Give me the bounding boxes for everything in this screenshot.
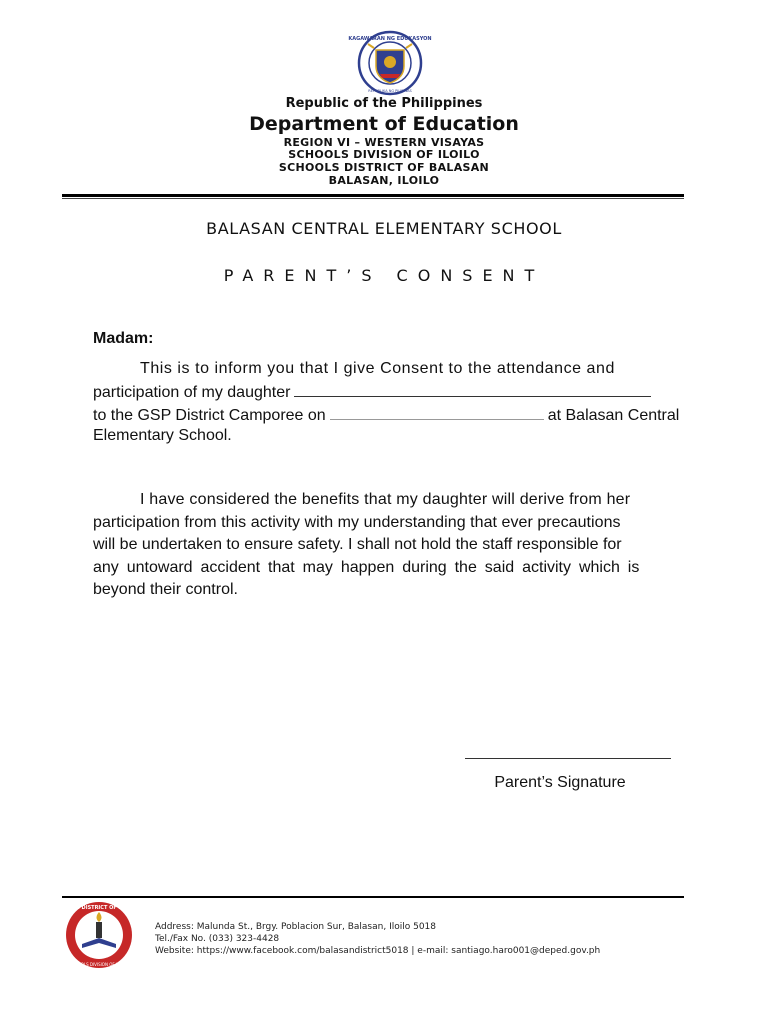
salutation: Madam: — [93, 330, 154, 347]
footer-divider — [62, 896, 684, 898]
p2-line-4: any untoward accident that may happen during the said activity which is — [93, 559, 640, 576]
header-divider-thin — [62, 198, 684, 199]
signature-line[interactable] — [465, 758, 671, 759]
footer-website: Website: https://www.facebook.com/balasandistrict5018 | e-mail: santiago.haro001@deped.gov.ph — [155, 946, 601, 956]
district-seal-logo — [53, 900, 145, 970]
signature-label: Parent’s Signature — [494, 774, 626, 791]
footer-telfax: Tel./Fax No. (033) 323-4428 — [155, 934, 280, 944]
republic-heading: Republic of the Philippines — [285, 96, 483, 111]
p1-line-2-text: participation of my daughter — [93, 384, 291, 401]
department-heading: Department of Education — [249, 113, 519, 135]
daughter-name-blank[interactable] — [294, 382, 651, 397]
p2-line-2: participation from this activity with my understanding that ever precautions — [93, 514, 621, 531]
p1-line-1: This is to inform you that I give Consent to the attendance and — [140, 360, 615, 377]
camporee-date-blank[interactable] — [330, 405, 544, 420]
header-divider — [62, 194, 684, 197]
p2-line-5: beyond their control. — [93, 581, 238, 598]
p1-line-4: Elementary School. — [93, 427, 232, 444]
p1-line-2 — [93, 382, 673, 405]
school-name: BALASAN CENTRAL ELEMENTARY SCHOOL — [206, 219, 562, 238]
district-line: SCHOOLS DISTRICT OF BALASAN — [278, 161, 490, 174]
deped-seal-logo — [348, 30, 432, 96]
division-line: SCHOOLS DIVISION OF ILOILO — [288, 148, 480, 161]
document-title: PARENT’S CONSENT — [223, 266, 545, 285]
p1-line-3-pre: to the GSP District Camporee on — [93, 407, 326, 424]
footer-address: Address: Malunda St., Brgy. Poblacion Sur, Balasan, Iloilo 5018 — [155, 922, 436, 932]
location-line: BALASAN, ILOILO — [328, 174, 440, 187]
p1-line-3-post: at Balasan Central — [547, 407, 680, 424]
seal-top-subtext: REPUBLIKA NG PILIPINAS — [368, 89, 412, 93]
district-seal-text: SCHOOLS DISTRICT OF BALASAN — [53, 905, 145, 911]
seal-top-text: KAGAWARAN NG EDUKASYON — [348, 36, 432, 42]
p2-line-1: I have considered the benefits that my daughter will derive from her — [140, 491, 631, 508]
region-line: REGION VI – WESTERN VISAYAS — [283, 136, 485, 149]
district-seal-subtext: SCHOOLS DIVISION OF ILOILO — [69, 962, 129, 967]
p2-line-3: will be undertaken to ensure safety. I shall not hold the staff responsible for — [93, 536, 622, 553]
p1-line-3 — [93, 405, 680, 428]
